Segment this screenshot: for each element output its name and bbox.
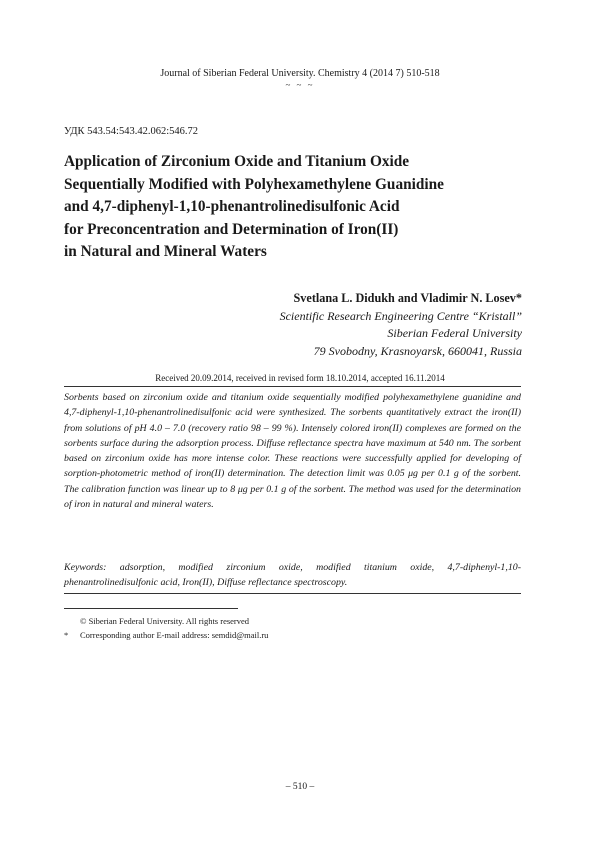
abstract-bottom-rule xyxy=(64,593,521,594)
footnote-mark: * xyxy=(64,630,69,640)
author-block xyxy=(280,290,522,361)
affiliation-line: Siberian Federal University xyxy=(387,326,522,341)
title-line: Application of Zirconium Oxide and Titanium Oxide xyxy=(64,153,410,170)
title-line: in Natural and Mineral Waters xyxy=(64,243,267,260)
footnote-copyright: © Siberian Federal University. All rights reserved xyxy=(80,616,250,626)
abstract-top-rule xyxy=(64,386,521,387)
affiliation-line: 79 Svobodny, Krasnoyarsk, 660041, Russia xyxy=(313,344,522,359)
footnote-corresponding xyxy=(64,630,268,640)
title-line: Sequentially Modified with Polyhexamethylene Guanidine xyxy=(64,175,444,193)
page-number: – 510 – xyxy=(285,782,315,792)
title-line: and 4,7-diphenyl-1,10-phenantrolinedisulfonic Acid xyxy=(64,198,400,215)
paper-title xyxy=(64,151,544,264)
keywords: Keywords: adsorption, modified zirconium oxide, modified titanium oxide, 4,7-diphenyl-1,10-phenantrolinedisulfonic acid, Iron(II), Diffuse reflectance spectroscopy. xyxy=(64,562,521,589)
received-dates: Received 20.09.2014, received in revised form 18.10.2014, accepted 16.11.2014 xyxy=(155,373,445,383)
footnote-rule xyxy=(64,608,238,609)
abstract: Sorbents based on zirconium oxide and titanium oxide sequentially modified polyhexamethylene guanidine and 4,7-diphenyl-1,10-phenantrolinedisulfonic acid were synthesized. The sorbents quantitatively extract the iron(II) from solutions of pH 4.0 – 7.0 (recovery ratio 98 – 99 %). Intensely colored iron(II) complexes are formed on the sorbents surface during the adsorption process. Diffuse reflectance spectra have maximum at 540 nm. The sorbent based on zirconium oxide has more intense color. These reactions were successfully applied for developing of sorption-photometric method of iron(II) determination. The detection limit was 0.05 μg per 0.1 g of the sorbent. The calibration function was linear up to 8 μg per 0.1 g of the sorbent. The method was used for the determination of iron in natural and mineral waters. xyxy=(64,392,521,511)
udk-code: УДК 543.54:543.42.062:546.72 xyxy=(64,126,198,137)
affiliation-line: Scientific Research Engineering Centre “Kristall” xyxy=(279,308,522,323)
journal-header: Journal of Siberian Federal University. Chemistry 4 (2014 7) 510-518 xyxy=(160,68,440,79)
title-line: for Preconcentration and Determination of Iron(II) xyxy=(64,220,399,238)
authors: Svetlana L. Didukh and Vladimir N. Losev* xyxy=(293,291,522,305)
header-ornament: ~ ~ ~ xyxy=(285,80,315,90)
footnote-corresponding-text: Corresponding author E-mail address: semdid@mail.ru xyxy=(80,630,269,640)
